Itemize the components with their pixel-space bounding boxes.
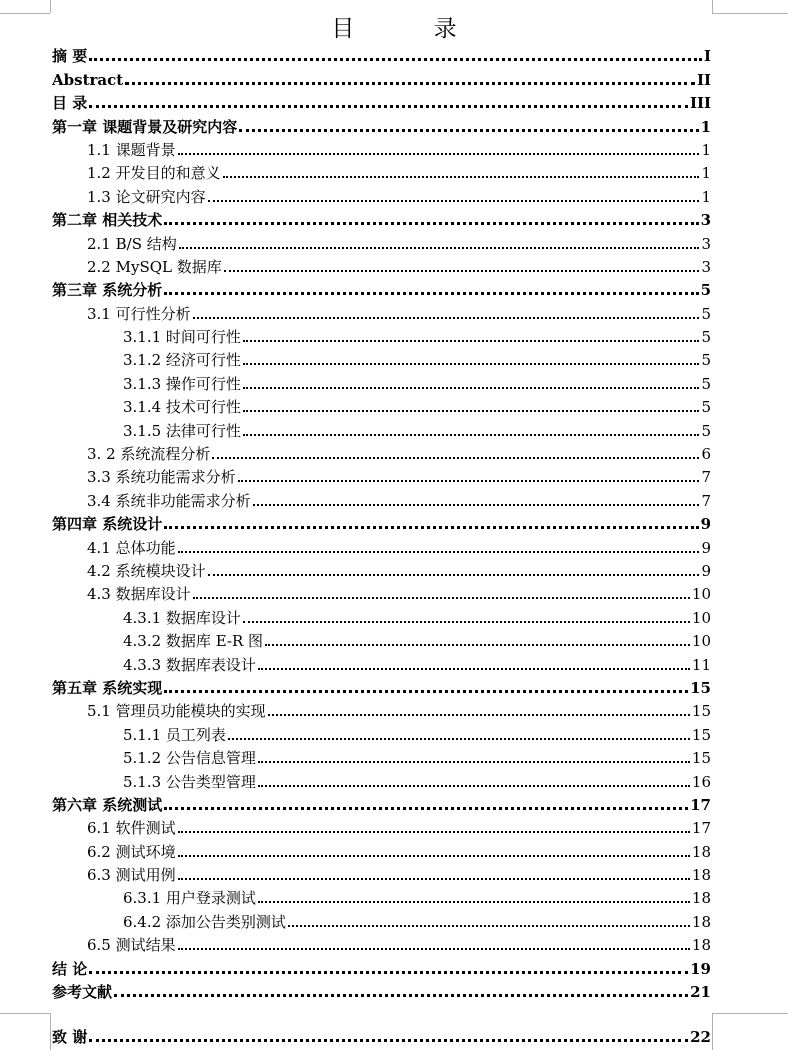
toc-dot-leader: [179, 247, 700, 249]
toc-entry-label: 4.2 系统模块设计: [87, 561, 206, 580]
toc-entry[interactable]: [52, 839, 711, 862]
toc-entry-label: 6.4.2 添加公告类别测试: [123, 912, 286, 931]
toc-entry-page-number: 5: [700, 281, 711, 300]
toc-entry[interactable]: [52, 652, 711, 675]
toc-entry-page-number: 5: [701, 398, 711, 417]
toc-entry[interactable]: [52, 769, 711, 792]
toc-entry-label: 5.1.2 公告信息管理: [123, 749, 256, 768]
toc-entry[interactable]: [52, 395, 711, 418]
crop-mark-bottom-right: [712, 1013, 788, 1014]
toc-entry-page-number: 3: [701, 257, 711, 276]
toc-dot-leader: [265, 644, 690, 646]
toc-dot-leader: [89, 58, 702, 61]
toc-dot-leader: [114, 994, 688, 997]
toc-entry[interactable]: [52, 699, 711, 722]
toc-dot-leader: [164, 690, 688, 693]
toc-entry[interactable]: [52, 301, 711, 324]
toc-dot-leader: [253, 504, 700, 506]
toc-entry-page-number: 21: [690, 983, 711, 1002]
crop-mark-top-left: [0, 13, 50, 14]
toc-entry-label: 4.3.2 数据库 E-R 图: [123, 632, 264, 651]
toc-entry[interactable]: [52, 488, 711, 511]
toc-dot-leader: [228, 738, 690, 740]
toc-entry[interactable]: [52, 676, 711, 699]
toc-entry-label: 3.1.4 技术可行性: [123, 398, 241, 417]
crop-mark-bottom-right: [712, 1013, 713, 1050]
toc-entry-label: 3.1 可行性分析: [87, 304, 191, 323]
toc-dot-leader: [243, 434, 700, 436]
toc-entry-page-number: 5: [701, 374, 711, 393]
toc-entry-page-number: 5: [701, 328, 711, 347]
toc-entry-page-number: 1: [701, 164, 711, 183]
toc-dot-leader: [208, 200, 700, 202]
toc-entry-label: 5.1 管理员功能模块的实现: [87, 702, 266, 721]
toc-entry-label: 5.1.1 员工列表: [123, 725, 226, 744]
toc-entry-page-number: 17: [691, 819, 711, 838]
toc-entry-label: 3.4 系统非功能需求分析: [87, 491, 251, 510]
toc-dot-leader: [239, 129, 698, 132]
toc-dot-leader: [243, 387, 700, 389]
crop-mark-top-right: [712, 13, 788, 14]
toc-entry-label: 3.1.5 法律可行性: [123, 421, 241, 440]
toc-entry-page-number: 6: [701, 445, 711, 464]
toc-dot-leader: [89, 1039, 688, 1042]
toc-entry-page-number: 10: [691, 585, 711, 604]
toc-dot-leader: [178, 831, 690, 833]
toc-entry-label: 4.3.1 数据库设计: [123, 608, 241, 627]
toc-entry-page-number: 3: [700, 211, 711, 230]
toc-entry[interactable]: [52, 933, 711, 956]
toc-entry[interactable]: [52, 91, 711, 114]
toc-entry-page-number: 5: [701, 304, 711, 323]
toc-entry-label: 4.1 总体功能: [87, 538, 176, 557]
toc-dot-leader: [224, 270, 700, 272]
toc-entry-label: 3.1.1 时间可行性: [123, 328, 241, 347]
toc-dot-leader: [243, 340, 700, 342]
toc-dot-leader: [268, 714, 690, 716]
toc-entry-label: 2.2 MySQL 数据库: [87, 257, 222, 276]
toc-entry[interactable]: [52, 886, 711, 909]
toc-entry-label: 3.3 系统功能需求分析: [87, 468, 236, 487]
toc-entry[interactable]: [52, 138, 711, 161]
toc-entry[interactable]: [52, 535, 711, 558]
toc-entry-label: 3.1.2 经济可行性: [123, 351, 241, 370]
toc-dot-leader: [243, 621, 690, 623]
toc-dot-leader: [164, 807, 688, 810]
toc-entry-label: 6.1 软件测试: [87, 819, 176, 838]
toc-entry-page-number: 1: [701, 140, 711, 159]
toc-entry[interactable]: [52, 956, 711, 979]
toc-dot-leader: [238, 480, 700, 482]
toc-dot-leader: [178, 551, 700, 553]
toc-dot-leader: [89, 971, 688, 974]
toc-entry-label: 3. 2 系统流程分析: [87, 445, 211, 464]
toc-entry-label: 2.1 B/S 结构: [87, 234, 177, 253]
toc-dot-leader: [212, 457, 699, 459]
toc-entry-label: 致 谢: [52, 1028, 88, 1047]
toc-entry[interactable]: [52, 442, 711, 465]
toc-entry-label: 目 录: [52, 94, 88, 113]
toc-dot-leader: [223, 176, 700, 178]
toc-dot-leader: [178, 878, 690, 880]
toc-entry-page-number: 15: [691, 702, 711, 721]
toc-entry[interactable]: [52, 512, 711, 535]
toc-entry[interactable]: [52, 559, 711, 582]
toc-entry[interactable]: [52, 231, 711, 254]
toc-entry-page-number: 10: [691, 632, 711, 651]
toc-dot-leader: [258, 901, 690, 903]
toc-entry-page-number: III: [689, 94, 711, 113]
toc-entry[interactable]: [52, 629, 711, 652]
toc-entry[interactable]: [52, 722, 711, 745]
toc-entry-page-number: 15: [691, 749, 711, 768]
toc-entry-label: 6.5 测试结果: [87, 936, 176, 955]
toc-entry-label: 第一章 课题背景及研究内容: [52, 117, 238, 136]
toc-dot-leader: [125, 82, 695, 85]
toc-dot-leader: [193, 317, 700, 319]
toc-entry-label: 1.2 开发目的和意义: [87, 164, 221, 183]
toc-entry-page-number: 10: [691, 608, 711, 627]
toc-dot-leader: [164, 526, 698, 529]
toc-entry-label: 第二章 相关技术: [52, 211, 163, 230]
toc-entry-page-number: I: [703, 47, 711, 66]
toc-entry-label: 参考文献: [52, 983, 113, 1002]
toc-dot-leader: [178, 855, 690, 857]
toc-entry[interactable]: [52, 605, 711, 628]
toc-entry-page-number: 1: [701, 187, 711, 206]
toc-entry[interactable]: [52, 980, 711, 1003]
toc-entry[interactable]: [52, 325, 711, 348]
toc-entry-label: 1.1 课题背景: [87, 140, 176, 159]
toc-entry[interactable]: [52, 208, 711, 231]
crop-mark-bottom-left: [0, 1013, 50, 1014]
toc-entry-page-number: 22: [690, 1028, 711, 1047]
toc-entry-page-number: 5: [701, 421, 711, 440]
toc-entry[interactable]: [52, 465, 711, 488]
toc-entry[interactable]: [52, 114, 711, 137]
toc-entry[interactable]: [52, 371, 711, 394]
toc-dot-leader: [193, 597, 690, 599]
toc-dot-leader: [258, 761, 690, 763]
toc-dot-leader: [164, 222, 698, 225]
toc-entry-page-number: 19: [690, 959, 711, 978]
toc-entry[interactable]: [52, 255, 711, 278]
toc-dot-leader: [178, 153, 700, 155]
toc-entry[interactable]: [52, 44, 711, 67]
toc-entry[interactable]: [52, 278, 711, 301]
toc-entry[interactable]: [52, 348, 711, 371]
toc-entry-label: 3.1.3 操作可行性: [123, 374, 241, 393]
toc-entry-label: 5.1.3 公告类型管理: [123, 772, 256, 791]
toc-entry[interactable]: [52, 863, 711, 886]
toc-dot-leader: [288, 925, 690, 927]
page-title: 目 录: [331, 16, 493, 42]
crop-mark-top-left: [50, 0, 51, 13]
toc-entry-page-number: 18: [691, 936, 711, 955]
toc-dot-leader: [258, 785, 690, 787]
toc-entry-page-number: 15: [691, 725, 711, 744]
toc-entry-label: 第四章 系统设计: [52, 515, 163, 534]
toc-entry-page-number: 17: [690, 795, 711, 814]
toc-entry[interactable]: [52, 418, 711, 441]
toc-entry[interactable]: [52, 746, 711, 769]
toc-dot-leader: [258, 668, 690, 670]
crop-mark-bottom-left: [50, 1013, 51, 1050]
toc-entry[interactable]: [52, 793, 711, 816]
toc-entry-page-number: 7: [701, 491, 711, 510]
toc-dot-leader: [89, 105, 688, 108]
toc-entry-label: 1.3 论文研究内容: [87, 187, 206, 206]
toc-entry-page-number: 11: [691, 655, 711, 674]
toc-entry[interactable]: [52, 161, 711, 184]
toc-entry-page-number: 1: [700, 117, 711, 136]
crop-mark-top-right: [712, 0, 713, 13]
toc-entry[interactable]: [52, 909, 711, 932]
toc-entry-page-number: 5: [701, 351, 711, 370]
toc-entry-label: 第五章 系统实现: [52, 678, 163, 697]
toc-dot-leader: [243, 410, 700, 412]
toc-entry-label: 6.3 测试用例: [87, 866, 176, 885]
toc-entry-page-number: 9: [701, 561, 711, 580]
toc-dot-leader: [243, 363, 700, 365]
toc-entry-page-number: 15: [690, 678, 711, 697]
toc-entry-label: 6.2 测试环境: [87, 842, 176, 861]
toc-entry[interactable]: [52, 1025, 711, 1048]
toc-entry-page-number: 18: [691, 866, 711, 885]
toc-entry-label: 结 论: [52, 959, 88, 978]
toc-entry-label: 摘 要: [52, 47, 88, 66]
toc-entry-page-number: 18: [691, 912, 711, 931]
toc-entry-label: Abstract: [52, 70, 124, 89]
toc-entry[interactable]: [52, 184, 711, 207]
toc-entry-page-number: 18: [691, 842, 711, 861]
toc-dot-leader: [164, 292, 698, 295]
toc-entry-label: 4.3.3 数据库表设计: [123, 655, 256, 674]
toc-entry-page-number: 18: [691, 889, 711, 908]
toc-entry[interactable]: [52, 816, 711, 839]
toc-entry-label: 6.3.1 用户登录测试: [123, 889, 256, 908]
toc-entry-page-number: II: [696, 70, 711, 89]
toc-entry[interactable]: [52, 67, 711, 90]
toc-entry-page-number: 3: [701, 234, 711, 253]
toc-entry-page-number: 9: [700, 515, 711, 534]
toc-entry-label: 第六章 系统测试: [52, 795, 163, 814]
toc-entry[interactable]: [52, 582, 711, 605]
toc-dot-leader: [178, 948, 690, 950]
table-of-contents: [52, 44, 711, 1048]
toc-entry-page-number: 16: [691, 772, 711, 791]
toc-entry-page-number: 9: [701, 538, 711, 557]
toc-entry-label: 4.3 数据库设计: [87, 585, 191, 604]
toc-entry-label: 第三章 系统分析: [52, 281, 163, 300]
toc-dot-leader: [208, 574, 700, 576]
toc-entry-page-number: 7: [701, 468, 711, 487]
